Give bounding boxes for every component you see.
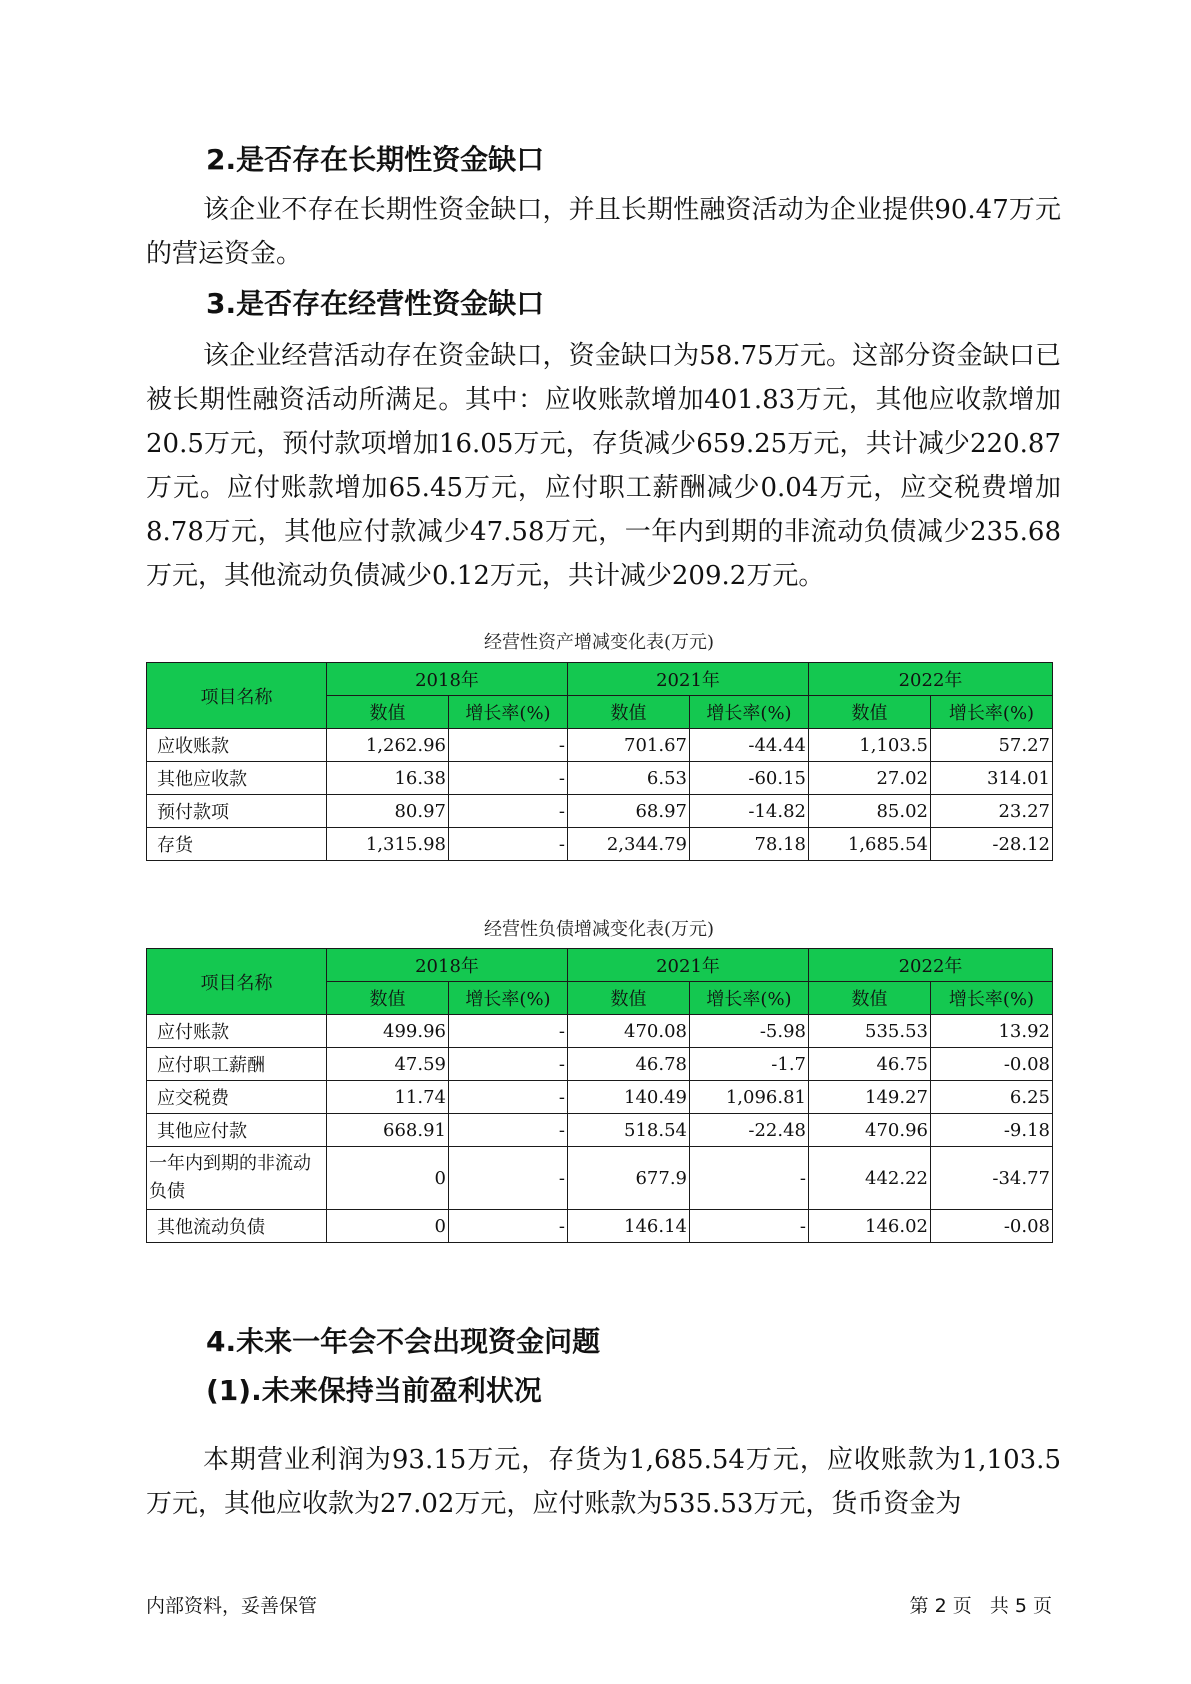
cell-value-2018: 1,315.98 bbox=[327, 828, 449, 861]
cell-growth-2022: -0.08 bbox=[931, 1048, 1053, 1081]
cell-value-2018: 499.96 bbox=[327, 1015, 449, 1048]
cell-growth-2018: - bbox=[449, 1147, 568, 1210]
cell-growth-2021: -22.48 bbox=[690, 1114, 809, 1147]
table-row bbox=[147, 1081, 1053, 1114]
cell-growth-2021: 1,096.81 bbox=[690, 1081, 809, 1114]
header-year-2018: 2018年 bbox=[327, 663, 568, 696]
table-row bbox=[147, 1015, 1053, 1048]
cell-value-2021: 701.67 bbox=[568, 729, 690, 762]
header-growth: 增长率(%) bbox=[449, 982, 568, 1015]
cell-value-2022: 470.96 bbox=[809, 1114, 931, 1147]
cell-growth-2018: - bbox=[449, 762, 568, 795]
subsection-heading-4-1: (1).未来保持当前盈利状况 bbox=[206, 1374, 542, 1407]
cell-growth-2022: -0.08 bbox=[931, 1210, 1053, 1243]
cell-value-2018: 80.97 bbox=[327, 795, 449, 828]
footer-confidential-note: 内部资料，妥善保管 bbox=[146, 1595, 318, 1617]
cell-value-2018: 668.91 bbox=[327, 1114, 449, 1147]
cell-growth-2021: -5.98 bbox=[690, 1015, 809, 1048]
cell-growth-2022: 13.92 bbox=[931, 1015, 1053, 1048]
header-year-2018: 2018年 bbox=[327, 949, 568, 982]
header-year-2021: 2021年 bbox=[568, 949, 809, 982]
header-year-2022: 2022年 bbox=[809, 663, 1053, 696]
liabilities-change-table bbox=[146, 948, 1053, 1243]
table-row bbox=[147, 795, 1053, 828]
table-row bbox=[147, 1048, 1053, 1081]
row-name: 其他应收款 bbox=[147, 762, 327, 795]
assets-table-caption: 经营性资产增减变化表(万元) bbox=[483, 632, 715, 653]
cell-value-2022: 27.02 bbox=[809, 762, 931, 795]
header-growth: 增长率(%) bbox=[449, 696, 568, 729]
header-value: 数值 bbox=[809, 696, 931, 729]
cell-growth-2022: 57.27 bbox=[931, 729, 1053, 762]
header-value: 数值 bbox=[809, 982, 931, 1015]
cell-value-2018: 0 bbox=[327, 1147, 449, 1210]
row-name: 预付款项 bbox=[147, 795, 327, 828]
section-paragraph-4: 本期营业利润为93.15万元，存货为1,685.54万元，应收账款为1,103.5万元，其他应收款为27.02万元，应付账款为535.53万元，货币资金为 bbox=[146, 1445, 1061, 1519]
cell-growth-2018: - bbox=[449, 1048, 568, 1081]
cell-growth-2018: - bbox=[449, 1114, 568, 1147]
cell-growth-2018: - bbox=[449, 1210, 568, 1243]
cell-value-2018: 11.74 bbox=[327, 1081, 449, 1114]
row-name: 应收账款 bbox=[147, 729, 327, 762]
cell-growth-2021: - bbox=[690, 1147, 809, 1210]
header-item-name: 项目名称 bbox=[147, 949, 327, 1015]
section-heading-4: 4.未来一年会不会出现资金问题 bbox=[206, 1325, 601, 1358]
table-row bbox=[147, 729, 1053, 762]
cell-value-2022: 146.02 bbox=[809, 1210, 931, 1243]
cell-growth-2018: - bbox=[449, 1015, 568, 1048]
footer-page-number: 第 2 页 共 5 页 bbox=[909, 1595, 1052, 1617]
cell-growth-2021: -60.15 bbox=[690, 762, 809, 795]
header-value: 数值 bbox=[568, 982, 690, 1015]
cell-growth-2022: -34.77 bbox=[931, 1147, 1053, 1210]
header-year-2021: 2021年 bbox=[568, 663, 809, 696]
cell-value-2018: 47.59 bbox=[327, 1048, 449, 1081]
cell-growth-2021: -14.82 bbox=[690, 795, 809, 828]
cell-value-2022: 85.02 bbox=[809, 795, 931, 828]
row-name: 应付职工薪酬 bbox=[147, 1048, 327, 1081]
liabilities-table-caption: 经营性负债增减变化表(万元) bbox=[483, 919, 715, 940]
cell-growth-2018: - bbox=[449, 795, 568, 828]
row-name: 存货 bbox=[147, 828, 327, 861]
cell-growth-2022: 23.27 bbox=[931, 795, 1053, 828]
header-growth: 增长率(%) bbox=[690, 982, 809, 1015]
cell-value-2022: 149.27 bbox=[809, 1081, 931, 1114]
cell-growth-2022: 6.25 bbox=[931, 1081, 1053, 1114]
cell-value-2021: 470.08 bbox=[568, 1015, 690, 1048]
table-row bbox=[147, 1210, 1053, 1243]
header-value: 数值 bbox=[568, 696, 690, 729]
header-growth: 增长率(%) bbox=[931, 982, 1053, 1015]
cell-growth-2018: - bbox=[449, 729, 568, 762]
cell-growth-2021: - bbox=[690, 1210, 809, 1243]
row-name: 其他流动负债 bbox=[147, 1210, 327, 1243]
cell-value-2022: 46.75 bbox=[809, 1048, 931, 1081]
cell-value-2018: 1,262.96 bbox=[327, 729, 449, 762]
cell-value-2018: 0 bbox=[327, 1210, 449, 1243]
header-growth: 增长率(%) bbox=[690, 696, 809, 729]
row-name: 应付账款 bbox=[147, 1015, 327, 1048]
cell-value-2021: 68.97 bbox=[568, 795, 690, 828]
cell-value-2021: 677.9 bbox=[568, 1147, 690, 1210]
cell-value-2021: 6.53 bbox=[568, 762, 690, 795]
cell-growth-2021: 78.18 bbox=[690, 828, 809, 861]
header-item-name: 项目名称 bbox=[147, 663, 327, 729]
cell-value-2021: 518.54 bbox=[568, 1114, 690, 1147]
cell-value-2021: 140.49 bbox=[568, 1081, 690, 1114]
cell-growth-2021: -1.7 bbox=[690, 1048, 809, 1081]
cell-value-2021: 146.14 bbox=[568, 1210, 690, 1243]
cell-value-2022: 1,685.54 bbox=[809, 828, 931, 861]
header-value: 数值 bbox=[327, 982, 449, 1015]
header-growth: 增长率(%) bbox=[931, 696, 1053, 729]
row-name: 应交税费 bbox=[147, 1081, 327, 1114]
header-year-2022: 2022年 bbox=[809, 949, 1053, 982]
header-value: 数值 bbox=[327, 696, 449, 729]
table-row bbox=[147, 1147, 1053, 1210]
cell-value-2022: 1,103.5 bbox=[809, 729, 931, 762]
cell-growth-2021: -44.44 bbox=[690, 729, 809, 762]
row-name: 其他应付款 bbox=[147, 1114, 327, 1147]
cell-value-2021: 46.78 bbox=[568, 1048, 690, 1081]
cell-value-2018: 16.38 bbox=[327, 762, 449, 795]
section-heading-3: 3.是否存在经营性资金缺口 bbox=[206, 287, 545, 320]
cell-growth-2022: 314.01 bbox=[931, 762, 1053, 795]
section-heading-2: 2.是否存在长期性资金缺口 bbox=[206, 143, 545, 176]
cell-growth-2022: -28.12 bbox=[931, 828, 1053, 861]
section-paragraph-2: 该企业不存在长期性资金缺口，并且长期性融资活动为企业提供90.47万元的营运资金。 bbox=[146, 195, 1061, 269]
cell-growth-2022: -9.18 bbox=[931, 1114, 1053, 1147]
cell-value-2022: 535.53 bbox=[809, 1015, 931, 1048]
table-row bbox=[147, 828, 1053, 861]
cell-growth-2018: - bbox=[449, 828, 568, 861]
cell-growth-2018: - bbox=[449, 1081, 568, 1114]
assets-change-table bbox=[146, 662, 1053, 861]
cell-value-2022: 442.22 bbox=[809, 1147, 931, 1210]
cell-value-2021: 2,344.79 bbox=[568, 828, 690, 861]
section-paragraph-3: 该企业经营活动存在资金缺口，资金缺口为58.75万元。这部分资金缺口已被长期性融资活动所满足。其中：应收账款增加401.83万元，其他应收款增加20.5万元，预付款项增加16.05万元，存货减少659.25万元，共计减少220.87万元。应付账款增加65.45万元，应付职工薪酬减少0.04万元，应交税费增加8.78万元，其他应付款减少47.58万元，一年内到期的非流动负债减少235.68万元，其他流动负债减少0.12万元，共计减少209.2万元。 bbox=[146, 341, 1061, 591]
table-row bbox=[147, 762, 1053, 795]
row-name: 一年内到期的非流动负债 bbox=[147, 1147, 327, 1210]
table-row bbox=[147, 1114, 1053, 1147]
